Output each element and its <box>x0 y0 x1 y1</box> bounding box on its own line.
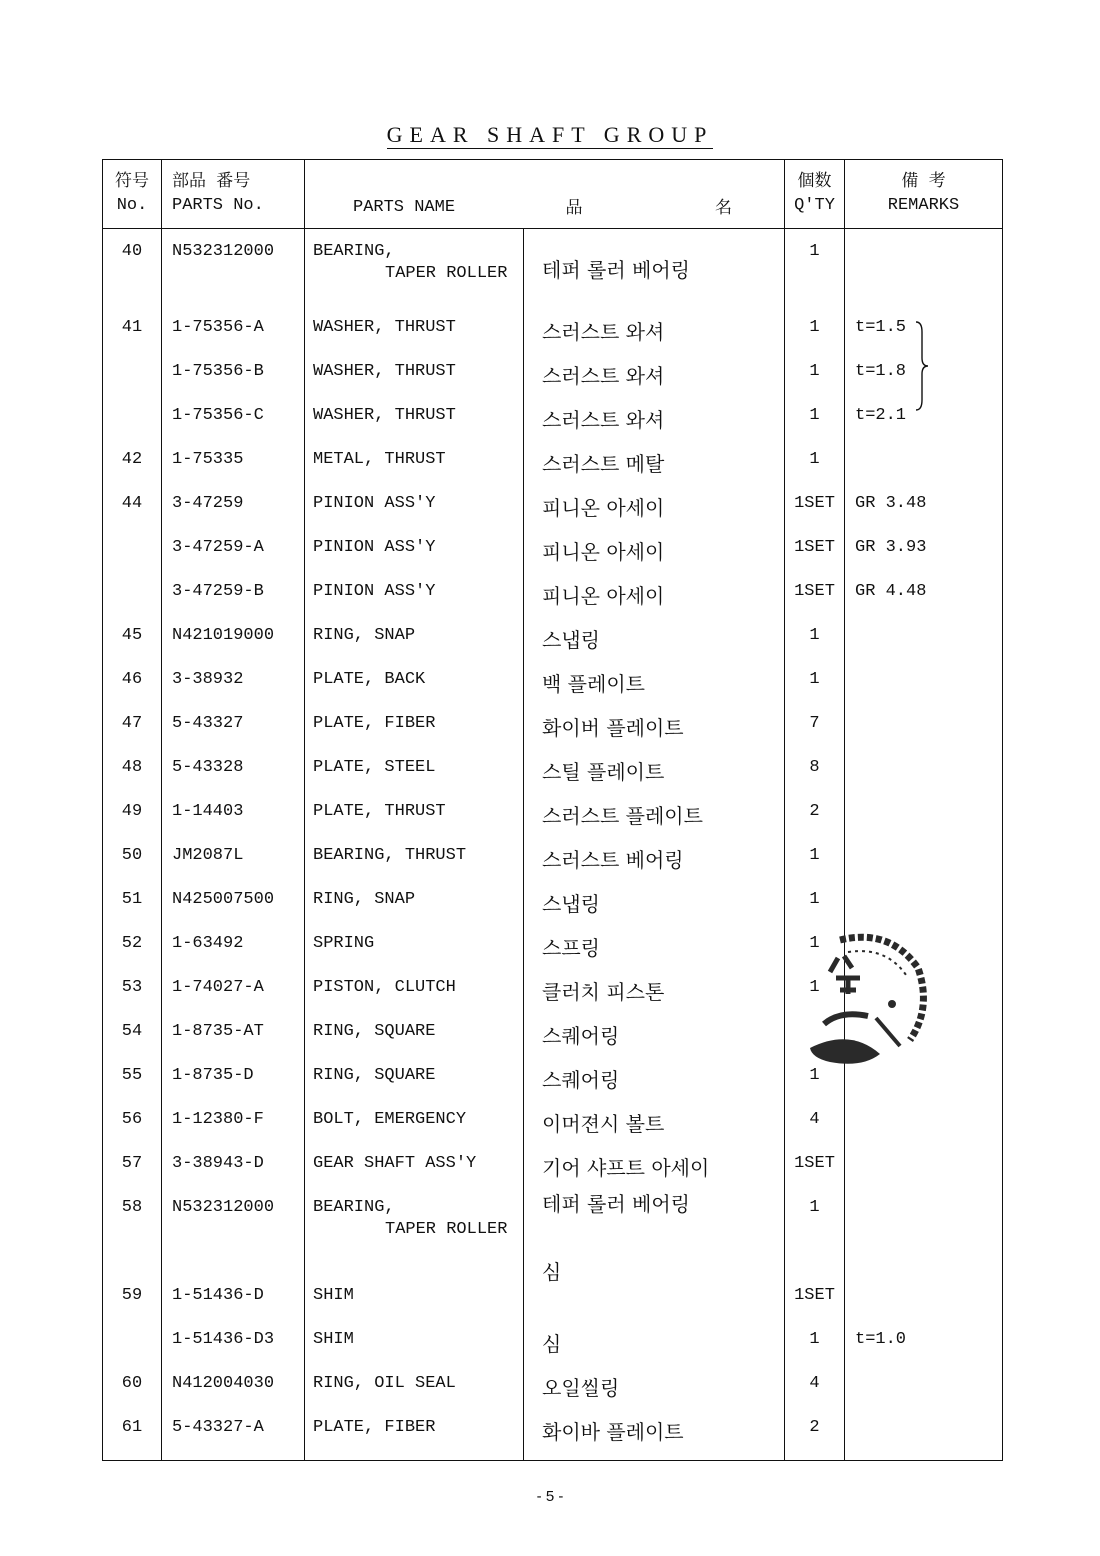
cell-parts-name <box>305 527 524 571</box>
cell-korean-name: 스냅링 <box>524 879 785 923</box>
parts-name-line1: BEARING, THRUST <box>313 845 467 865</box>
cell-parts-name <box>305 659 524 703</box>
cell-korean-name: 스퀘어링 <box>524 1055 785 1099</box>
cell-remarks <box>845 1099 1003 1143</box>
cell-part-no: 1-12380-F <box>162 1099 305 1143</box>
parts-name-line1: WASHER, THRUST <box>313 317 456 337</box>
spacer-cell <box>524 1451 785 1461</box>
cell-qty: 1 <box>785 659 845 703</box>
parts-name-line1: RING, SNAP <box>313 625 416 645</box>
cell-remarks: t=1.8 <box>845 351 1003 395</box>
table-bottom-spacer <box>103 1451 1003 1461</box>
cell-qty: 1 <box>785 879 845 923</box>
cell-korean-name: 스프링 <box>524 923 785 967</box>
parts-table <box>102 159 1003 1461</box>
table-row <box>103 1363 1003 1407</box>
table-row <box>103 395 1003 439</box>
cell-parts-name <box>305 1143 524 1187</box>
table-row <box>103 439 1003 483</box>
table-row <box>103 483 1003 527</box>
table-row <box>103 571 1003 615</box>
cell-qty: 1SET <box>785 1143 845 1187</box>
cell-korean-name: 화이바 플레이트 <box>524 1407 785 1451</box>
table-row <box>103 527 1003 571</box>
cell-symbol-no <box>103 527 162 571</box>
table-row <box>103 351 1003 395</box>
cell-remarks <box>845 747 1003 791</box>
cell-symbol-no: 42 <box>103 439 162 483</box>
header-korean-name <box>524 160 785 229</box>
cell-qty: 1 <box>785 1187 845 1253</box>
cell-symbol-no: 55 <box>103 1055 162 1099</box>
cell-korean-name: 스틸 플레이트 <box>524 747 785 791</box>
header-korean-name-1: 品 <box>565 198 583 218</box>
cell-parts-name <box>305 747 524 791</box>
cell-symbol-no: 47 <box>103 703 162 747</box>
parts-name-line1: RING, SNAP <box>313 889 416 909</box>
table-row <box>103 1253 1003 1319</box>
cell-symbol-no: 48 <box>103 747 162 791</box>
cell-part-no: 1-74027-A <box>162 967 305 1011</box>
cell-qty: 1 <box>785 923 845 967</box>
parts-name-line1: PINION ASS'Y <box>313 581 436 601</box>
cell-parts-name <box>305 923 524 967</box>
table-row <box>103 229 1003 307</box>
cell-korean-name: 스러스트 와셔 <box>524 395 785 439</box>
cell-qty: 1 <box>785 1055 845 1099</box>
cell-symbol-no <box>103 1319 162 1363</box>
cell-qty: 1 <box>785 229 845 307</box>
cell-parts-name <box>305 1011 524 1055</box>
cell-symbol-no: 41 <box>103 307 162 351</box>
header-part-no-jp: 部品 番号 <box>172 173 251 192</box>
cell-korean-name: 화이버 플레이트 <box>524 703 785 747</box>
parts-name-line1: BOLT, EMERGENCY <box>313 1109 467 1129</box>
cell-remarks <box>845 1407 1003 1451</box>
cell-qty: 7 <box>785 703 845 747</box>
cell-parts-name <box>305 879 524 923</box>
cell-qty: 1SET <box>785 527 845 571</box>
cell-qty: 1SET <box>785 483 845 527</box>
cell-symbol-no: 46 <box>103 659 162 703</box>
cell-symbol-no: 56 <box>103 1099 162 1143</box>
cell-korean-name: 오일씰링 <box>524 1363 785 1407</box>
cell-qty: 8 <box>785 747 845 791</box>
cell-korean-name: 스러스트 플레이트 <box>524 791 785 835</box>
cell-parts-name <box>305 571 524 615</box>
cell-remarks <box>845 791 1003 835</box>
table-row <box>103 1407 1003 1451</box>
cell-parts-name <box>305 229 524 307</box>
header-remarks-jp: 備 考 <box>901 173 946 192</box>
header-parts-name <box>305 160 524 229</box>
cell-korean-name: 이머젼시 볼트 <box>524 1099 785 1143</box>
cell-parts-name <box>305 1187 524 1253</box>
table-row <box>103 703 1003 747</box>
parts-name-line1: SHIM <box>313 1329 354 1349</box>
table-row <box>103 1099 1003 1143</box>
header-part-no-en: PARTS No. <box>172 196 264 215</box>
cell-remarks: t=1.0 <box>845 1319 1003 1363</box>
cell-korean-name: 스퀘어링 <box>524 1011 785 1055</box>
parts-name-line1: PLATE, BACK <box>313 669 426 689</box>
cell-remarks <box>845 659 1003 703</box>
cell-qty: 2 <box>785 791 845 835</box>
cell-korean-name: 피니온 아세이 <box>524 527 785 571</box>
cell-symbol-no: 53 <box>103 967 162 1011</box>
cell-symbol-no: 59 <box>103 1253 162 1319</box>
cell-korean-name: 백 플레이트 <box>524 659 785 703</box>
table-row <box>103 615 1003 659</box>
spacer-cell <box>845 1451 1003 1461</box>
parts-name-line1: SHIM <box>313 1285 354 1305</box>
cell-symbol-no: 58 <box>103 1187 162 1253</box>
cell-part-no: 1-14403 <box>162 791 305 835</box>
table-row <box>103 1187 1003 1253</box>
cell-symbol-no: 51 <box>103 879 162 923</box>
document-title <box>0 122 1100 148</box>
cell-part-no: 5-43327 <box>162 703 305 747</box>
parts-name-line1: PLATE, STEEL <box>313 757 436 777</box>
cell-part-no: 3-47259-A <box>162 527 305 571</box>
cell-symbol-no <box>103 395 162 439</box>
cell-part-no: N412004030 <box>162 1363 305 1407</box>
cell-part-no: 1-63492 <box>162 923 305 967</box>
cell-parts-name <box>305 1363 524 1407</box>
cell-parts-name <box>305 1319 524 1363</box>
spacer-cell <box>785 1451 845 1461</box>
parts-name-line1: PLATE, THRUST <box>313 801 446 821</box>
parts-name-line2: TAPER ROLLER <box>385 264 508 283</box>
cell-part-no: 1-75335 <box>162 439 305 483</box>
header-no-en: No. <box>116 196 148 215</box>
cell-korean-name: 스러스트 와셔 <box>524 307 785 351</box>
cell-remarks <box>845 615 1003 659</box>
cell-remarks: GR 3.93 <box>845 527 1003 571</box>
cell-parts-name <box>305 1055 524 1099</box>
cell-qty: 1 <box>785 835 845 879</box>
cell-symbol-no <box>103 571 162 615</box>
cell-korean-name: 스러스트 베어링 <box>524 835 785 879</box>
table-row <box>103 791 1003 835</box>
cell-symbol-no: 57 <box>103 1143 162 1187</box>
cell-parts-name <box>305 483 524 527</box>
table-row <box>103 659 1003 703</box>
cell-part-no: 1-8735-D <box>162 1055 305 1099</box>
page-number: - 5 - <box>536 1488 564 1505</box>
cell-korean-name: 피니온 아세이 <box>524 483 785 527</box>
header-qty-en: Q'TY <box>794 196 835 215</box>
cell-parts-name <box>305 703 524 747</box>
cell-korean-name: 심 <box>524 1319 785 1363</box>
cell-parts-name <box>305 1407 524 1451</box>
cell-remarks <box>845 1363 1003 1407</box>
table-row <box>103 747 1003 791</box>
cell-part-no: JM2087L <box>162 835 305 879</box>
header-remarks <box>845 160 1003 229</box>
cell-qty: 1 <box>785 1319 845 1363</box>
cell-part-no: 1-51436-D3 <box>162 1319 305 1363</box>
cell-qty: 1 <box>785 439 845 483</box>
cell-qty: 1 <box>785 351 845 395</box>
cell-symbol-no: 52 <box>103 923 162 967</box>
document-title-text: GEAR SHAFT GROUP <box>386 122 714 147</box>
cell-symbol-no: 49 <box>103 791 162 835</box>
cell-symbol-no: 44 <box>103 483 162 527</box>
cell-symbol-no: 50 <box>103 835 162 879</box>
cell-parts-name <box>305 439 524 483</box>
cell-parts-name <box>305 835 524 879</box>
header-korean-name-2: 名 <box>715 198 732 218</box>
cell-parts-name <box>305 615 524 659</box>
cell-part-no: N532312000 <box>162 229 305 307</box>
table-row <box>103 1319 1003 1363</box>
cell-korean-name: 스러스트 메탈 <box>524 439 785 483</box>
cell-korean-name: 스냅링 <box>524 615 785 659</box>
parts-name-line1: WASHER, THRUST <box>313 405 456 425</box>
parts-name-line1: WASHER, THRUST <box>313 361 456 381</box>
parts-name-line1: PINION ASS'Y <box>313 537 436 557</box>
cell-part-no: N421019000 <box>162 615 305 659</box>
cell-qty: 1 <box>785 967 845 1011</box>
cell-part-no: 3-47259-B <box>162 571 305 615</box>
cell-part-no: 3-38943-D <box>162 1143 305 1187</box>
header-part-no <box>162 160 305 229</box>
cell-part-no: 3-47259 <box>162 483 305 527</box>
cell-symbol-no: 45 <box>103 615 162 659</box>
cell-korean-name: 심 <box>524 1253 785 1319</box>
header-qty <box>785 160 845 229</box>
header-remarks-en: REMARKS <box>887 196 960 215</box>
parts-name-line1: PLATE, FIBER <box>313 1417 436 1437</box>
cell-part-no: 5-43328 <box>162 747 305 791</box>
cell-parts-name <box>305 791 524 835</box>
official-seal-stamp-icon <box>800 928 930 1068</box>
cell-remarks: GR 4.48 <box>845 571 1003 615</box>
cell-parts-name <box>305 351 524 395</box>
cell-korean-name: 테퍼 롤러 베어링 <box>524 229 785 307</box>
parts-name-line1: RING, OIL SEAL <box>313 1373 456 1393</box>
cell-part-no: 3-38932 <box>162 659 305 703</box>
spacer-cell <box>162 1451 305 1461</box>
cell-symbol-no: 60 <box>103 1363 162 1407</box>
cell-qty: 2 <box>785 1407 845 1451</box>
cell-remarks <box>845 1187 1003 1253</box>
cell-symbol-no: 40 <box>103 229 162 307</box>
cell-remarks <box>845 703 1003 747</box>
header-no-jp: 符号 <box>115 173 149 192</box>
cell-remarks <box>845 1143 1003 1187</box>
table-header-row <box>103 160 1003 229</box>
cell-qty: 4 <box>785 1363 845 1407</box>
cell-korean-name: 스러스트 와셔 <box>524 351 785 395</box>
parts-name-line1: PINION ASS'Y <box>313 493 436 513</box>
cell-remarks <box>845 1253 1003 1319</box>
cell-qty: 1SET <box>785 1253 845 1319</box>
table-row <box>103 835 1003 879</box>
cell-remarks <box>845 439 1003 483</box>
table-row <box>103 1143 1003 1187</box>
cell-part-no: N532312000 <box>162 1187 305 1253</box>
cell-symbol-no <box>103 351 162 395</box>
parts-name-line1: PISTON, CLUTCH <box>313 977 456 997</box>
cell-part-no: N425007500 <box>162 879 305 923</box>
table-row <box>103 879 1003 923</box>
cell-qty: 1 <box>785 395 845 439</box>
cell-qty: 1 <box>785 307 845 351</box>
spacer-cell <box>103 1451 162 1461</box>
cell-parts-name <box>305 395 524 439</box>
remarks-brace-icon <box>912 318 932 414</box>
cell-remarks <box>845 879 1003 923</box>
parts-name-line1: BEARING, <box>313 242 395 261</box>
header-no <box>103 160 162 229</box>
parts-name-line1: RING, SQUARE <box>313 1065 436 1085</box>
parts-name-line1: GEAR SHAFT ASS'Y <box>313 1153 477 1173</box>
header-parts-name-en: PARTS NAME <box>353 198 456 217</box>
parts-name-line1: RING, SQUARE <box>313 1021 436 1041</box>
cell-korean-name: 기어 샤프트 아세이 <box>524 1143 785 1187</box>
cell-parts-name <box>305 967 524 1011</box>
cell-remarks <box>845 835 1003 879</box>
header-qty-jp: 個数 <box>797 173 832 192</box>
cell-qty: 4 <box>785 1099 845 1143</box>
cell-part-no: 5-43327-A <box>162 1407 305 1451</box>
cell-parts-name <box>305 307 524 351</box>
cell-remarks: GR 3.48 <box>845 483 1003 527</box>
parts-name-line1: PLATE, FIBER <box>313 713 436 733</box>
cell-korean-name: 클러치 피스톤 <box>524 967 785 1011</box>
cell-part-no: 1-8735-AT <box>162 1011 305 1055</box>
cell-part-no: 1-51436-D <box>162 1253 305 1319</box>
cell-part-no: 1-75356-A <box>162 307 305 351</box>
parts-name-line1: SPRING <box>313 933 375 953</box>
spacer-cell <box>305 1451 524 1461</box>
cell-part-no: 1-75356-B <box>162 351 305 395</box>
table-row <box>103 307 1003 351</box>
cell-remarks: t=2.1 <box>845 395 1003 439</box>
cell-remarks <box>845 229 1003 307</box>
parts-name-line1: METAL, THRUST <box>313 449 446 469</box>
cell-symbol-no: 54 <box>103 1011 162 1055</box>
cell-korean-name: 테퍼 롤러 베어링 <box>524 1187 785 1253</box>
cell-part-no: 1-75356-C <box>162 395 305 439</box>
cell-qty: 1 <box>785 615 845 659</box>
cell-symbol-no: 61 <box>103 1407 162 1451</box>
cell-parts-name <box>305 1253 524 1319</box>
parts-name-line2: TAPER ROLLER <box>385 1219 508 1239</box>
cell-korean-name: 피니온 아세이 <box>524 571 785 615</box>
parts-name-line1: BEARING, <box>313 1197 395 1217</box>
cell-remarks: t=1.5 <box>845 307 1003 351</box>
cell-parts-name <box>305 1099 524 1143</box>
cell-qty: 1SET <box>785 571 845 615</box>
